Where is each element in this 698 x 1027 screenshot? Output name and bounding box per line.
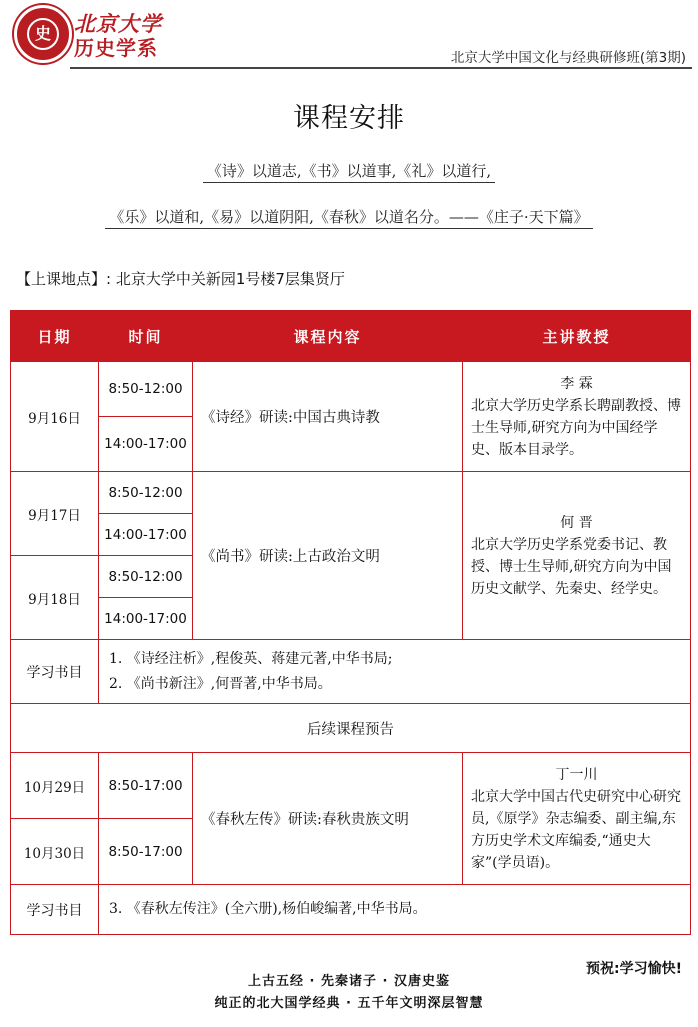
table-row bbox=[11, 704, 691, 753]
header-time: 时间 bbox=[99, 311, 193, 362]
header-course: 课程内容 bbox=[193, 311, 463, 362]
teacher-cell bbox=[463, 753, 691, 885]
footer-slogan-2: 纯正的北大国学经典 · 五千年文明深层智慧 bbox=[214, 996, 484, 1011]
header-teacher: 主讲教授 bbox=[463, 311, 691, 362]
book-item: 3. 《春秋左传注》(全六册),杨伯峻编著,中华书局。 bbox=[99, 885, 691, 935]
closing-wish: 预祝:学习愉快! bbox=[586, 961, 682, 977]
time-cell: 14:00-17:00 bbox=[99, 514, 193, 556]
seal-glyph: 史 bbox=[34, 24, 51, 43]
teacher-bio: 北京大学历史学系党委书记、教授、博士生导师,研究方向为中国历史文献学、先秦史、经学史。 bbox=[471, 536, 672, 597]
logo-department-name: 历史学系 bbox=[74, 36, 158, 60]
department-seal-logo bbox=[14, 5, 72, 63]
table-row bbox=[11, 885, 691, 935]
table-row bbox=[11, 753, 691, 819]
time-cell: 8:50-17:00 bbox=[99, 753, 193, 819]
course-cell: 《春秋左传》研读:春秋贵族文明 bbox=[193, 753, 463, 885]
time-cell: 14:00-17:00 bbox=[99, 417, 193, 472]
book-item: 1. 《诗经注析》,程俊英、蒋建元著,中华书局; bbox=[109, 650, 393, 667]
class-location: 【上课地点】: 北京大学中关新园1号楼7层集贤厅 bbox=[16, 270, 345, 288]
course-cell: 《诗经》研读:中国古典诗教 bbox=[193, 362, 463, 472]
quote-line-2: 《乐》以道和,《易》以道阴阳,《春秋》以道名分。——《庄子·天下篇》 bbox=[0, 206, 698, 227]
teacher-bio: 北京大学历史学系长聘副教授、博士生导师,研究方向为中国经学史、版本目录学。 bbox=[471, 397, 681, 458]
teacher-cell bbox=[463, 362, 691, 472]
teacher-name: 何 晋 bbox=[560, 514, 593, 531]
book-item: 2. 《尚书新注》,何晋著,中华书局。 bbox=[109, 675, 332, 692]
schedule-table bbox=[10, 310, 691, 935]
date-cell: 9月18日 bbox=[11, 556, 99, 640]
teacher-cell bbox=[463, 472, 691, 640]
books-cell bbox=[99, 640, 691, 704]
footer-slogan-1: 上古五经 · 先秦诸子 · 汉唐史鉴 bbox=[248, 974, 450, 989]
teacher-name: 李 霖 bbox=[560, 375, 593, 392]
table-row bbox=[11, 640, 691, 704]
quote-line-1: 《诗》以道志,《书》以道事,《礼》以道行, bbox=[0, 160, 698, 181]
header-divider bbox=[70, 67, 692, 69]
logo-university-name: 北京大学 bbox=[74, 11, 162, 36]
date-cell: 9月17日 bbox=[11, 472, 99, 556]
teacher-name: 丁一川 bbox=[555, 766, 598, 783]
page-title: 课程安排 bbox=[293, 103, 405, 134]
course-cell: 《尚书》研读:上古政治文明 bbox=[193, 472, 463, 640]
time-cell: 8:50-12:00 bbox=[99, 362, 193, 417]
time-cell: 14:00-17:00 bbox=[99, 598, 193, 640]
teacher-bio: 北京大学中国古代史研究中心研究员,《原学》杂志编委、副主编,东方历史学术文库编委,“通史大家”(学员语)。 bbox=[471, 788, 681, 871]
page-header bbox=[0, 0, 698, 70]
table-header-row bbox=[11, 311, 691, 362]
header-date: 日期 bbox=[11, 311, 99, 362]
date-cell: 9月16日 bbox=[11, 362, 99, 472]
time-cell: 8:50-12:00 bbox=[99, 472, 193, 514]
time-cell: 8:50-12:00 bbox=[99, 556, 193, 598]
date-cell: 10月29日 bbox=[11, 753, 99, 819]
preview-heading: 后续课程预告 bbox=[11, 704, 691, 753]
books-label-cell: 学习书目 bbox=[11, 885, 99, 935]
books-label-cell: 学习书目 bbox=[11, 640, 99, 704]
program-title: 北京大学中国文化与经典研修班(第3期) bbox=[450, 50, 686, 66]
table-row bbox=[11, 472, 691, 514]
time-cell: 8:50-17:00 bbox=[99, 819, 193, 885]
date-cell: 10月30日 bbox=[11, 819, 99, 885]
table-row bbox=[11, 362, 691, 417]
